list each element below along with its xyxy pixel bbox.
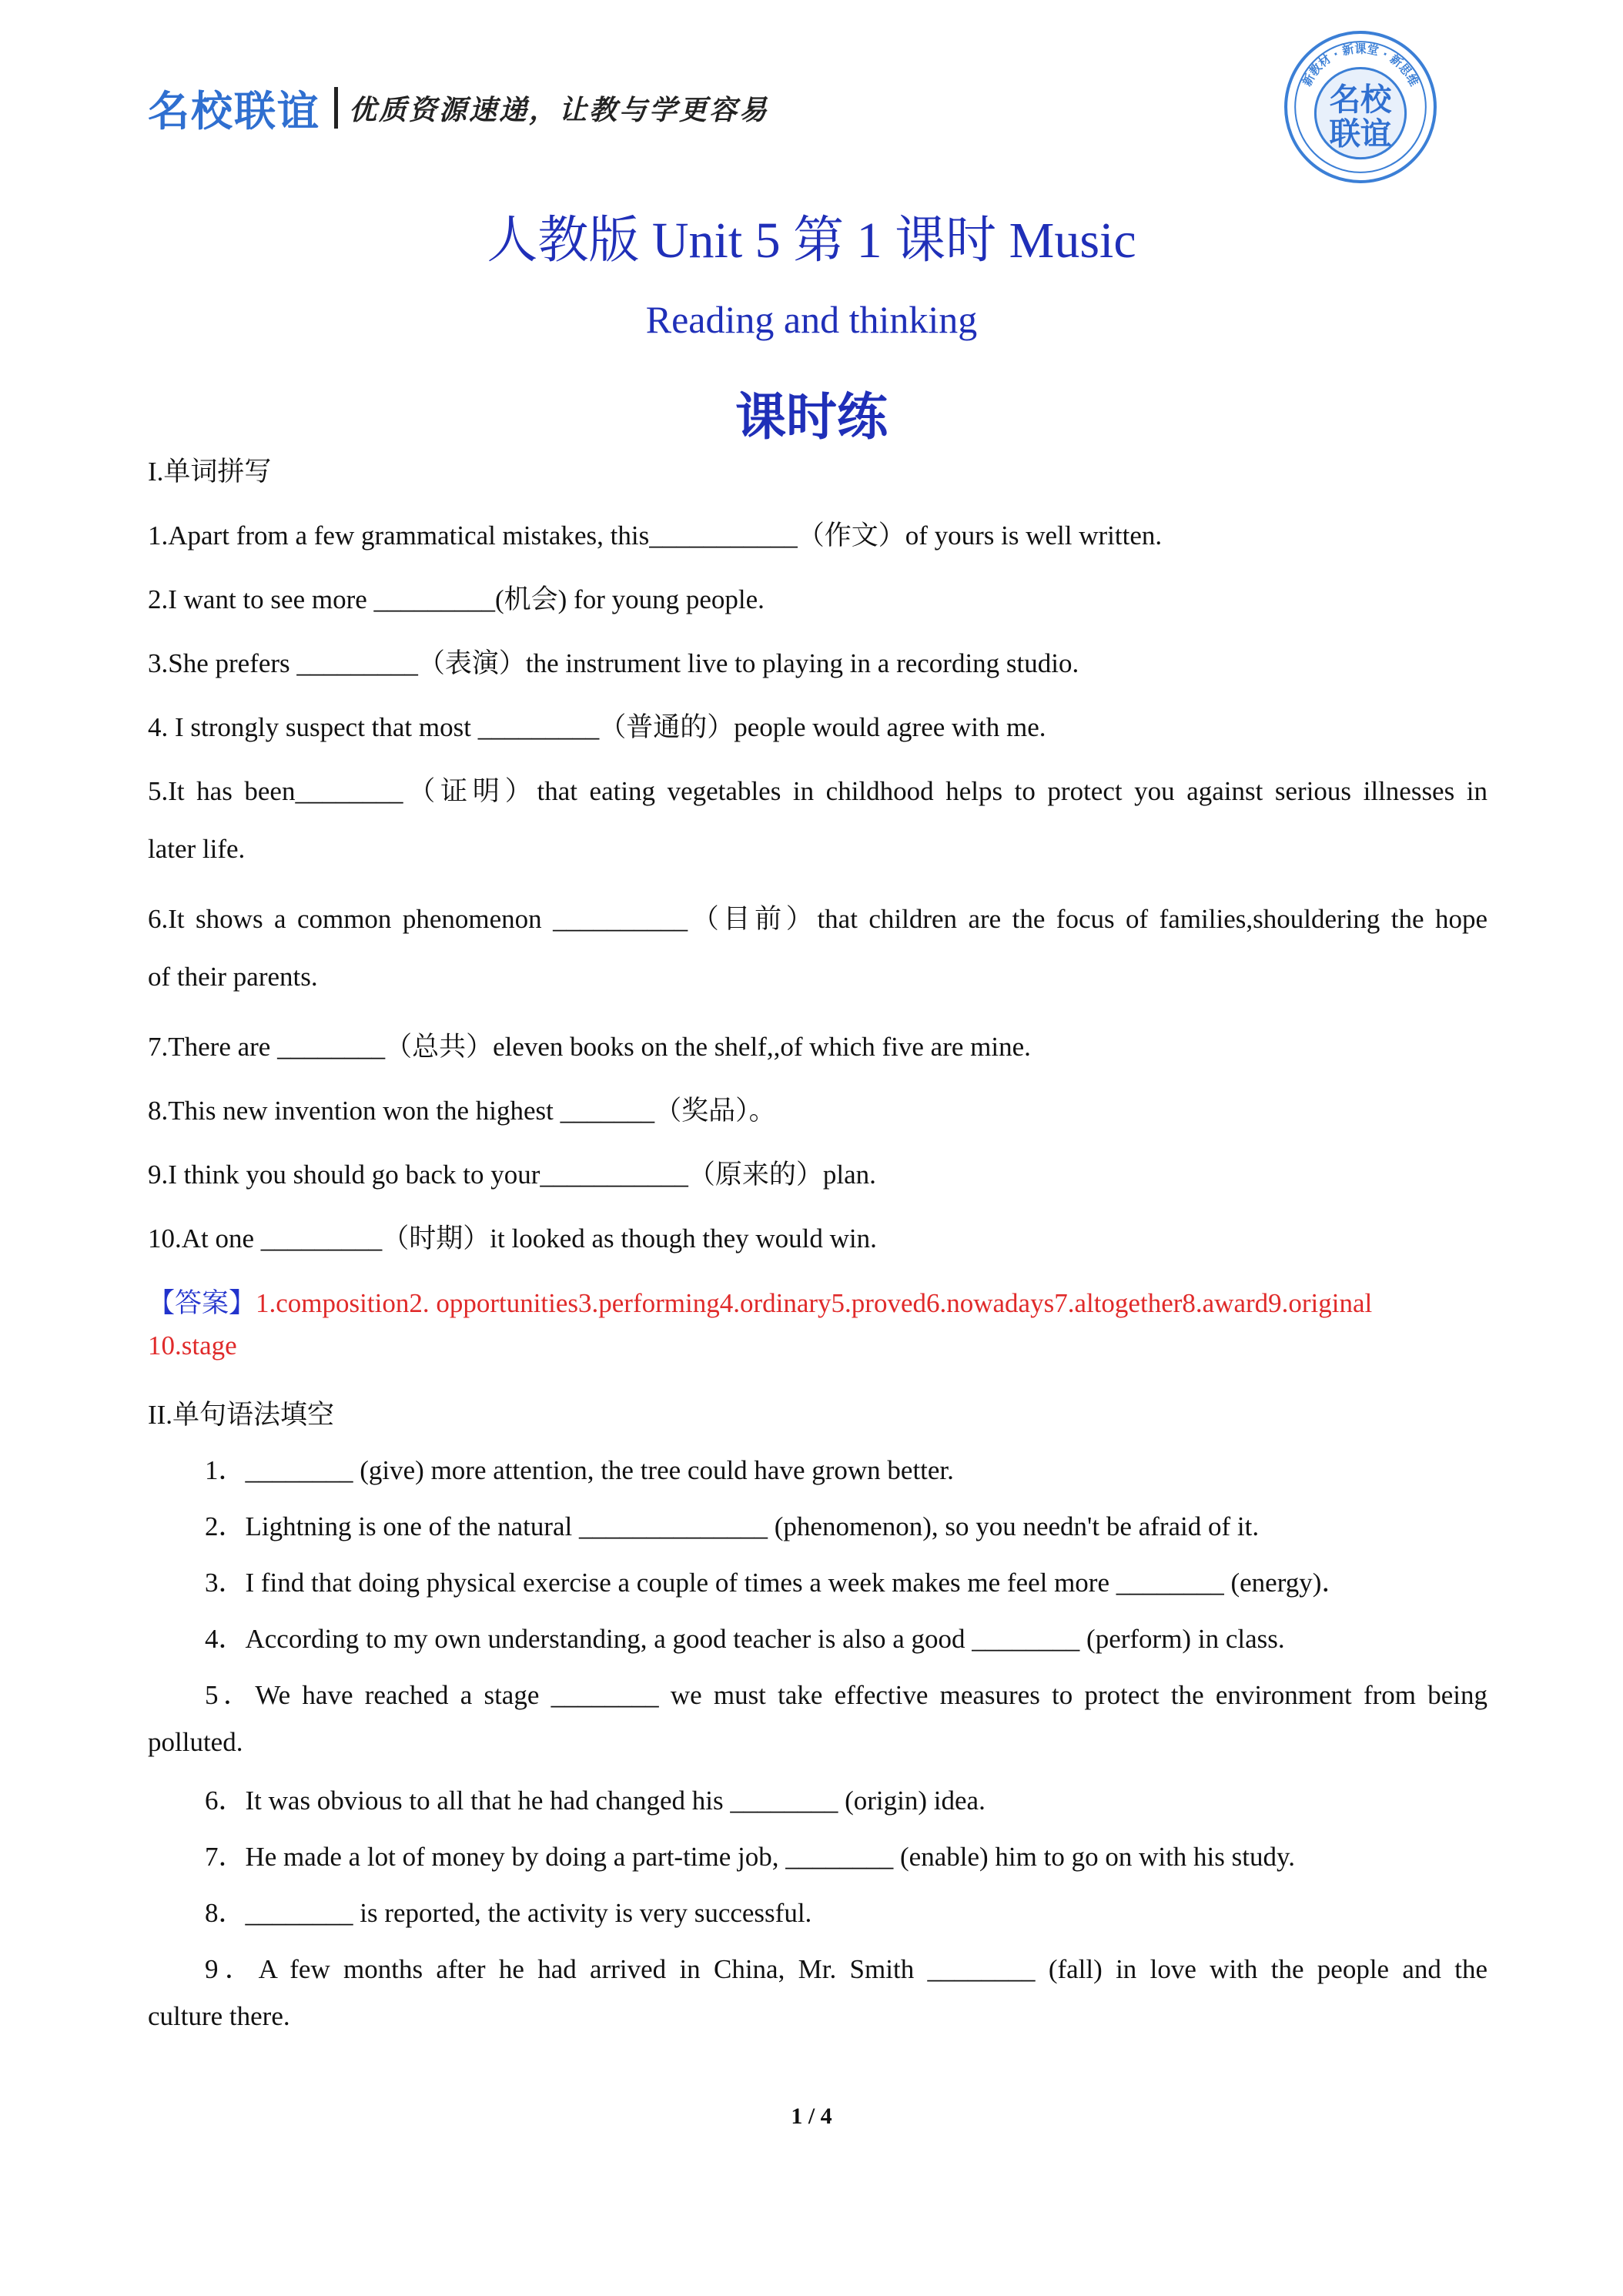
- question-line: 9.I think you should go back to your___________（原来的）plan.: [148, 1160, 876, 1190]
- question-line-continued: of their parents.: [148, 962, 318, 992]
- question-line: 1．________ (give) more attention, the tree could have grown better.: [205, 1455, 954, 1485]
- logo-text-bottom: 联谊: [1329, 115, 1392, 152]
- worksheet-label: 课时练: [735, 387, 888, 447]
- answer-text-continued: 10.stage: [148, 1330, 237, 1361]
- brand-divider: [334, 87, 338, 129]
- question-line: 6．It was obvious to all that he had changed his ________ (origin) idea.: [205, 1786, 986, 1816]
- question-line: 2．Lightning is one of the natural ______________ (phenomenon), so you needn't be afraid of it.: [205, 1511, 1260, 1541]
- question-line: 1.Apart from a few grammatical mistakes, this___________（作文）of yours is well written.: [148, 520, 1163, 551]
- brand-slogan: 优质资源速递，让教与学更容易: [349, 94, 770, 126]
- question-line: 6.It shows a common phenomenon __________（目前）that children are the focus of families,shouldering the hope: [148, 904, 1487, 934]
- question-line-continued: culture there.: [148, 2001, 290, 2031]
- question-line: 3．I find that doing physical exercise a couple of times a week makes me feel more ________ (energy)．: [205, 1568, 1349, 1598]
- question-line: 5.It has been________（证明）that eating vegetables in childhood helps to protect you against serious illnesses in: [148, 776, 1487, 806]
- question-line: 3.She prefers _________（表演）the instrument live to playing in a recording studio.: [148, 648, 1079, 678]
- question-line-continued: polluted.: [148, 1727, 243, 1757]
- header-brand: [148, 77, 769, 139]
- question-line: 5．We have reached a stage ________ we must take effective measures to protect the environment from being: [205, 1680, 1487, 1710]
- question-line: 8．________ is reported, the activity is very successful.: [205, 1898, 812, 1928]
- page-title: 人教版 Unit 5 第 1 课时 Music: [487, 213, 1136, 269]
- question-line: 7．He made a lot of money by doing a part-time job, ________ (enable) him to go on with his study.: [205, 1842, 1295, 1872]
- question-line: 2.I want to see more _________(机会) for young people.: [148, 584, 765, 614]
- page-number: 1 / 4: [791, 2104, 832, 2129]
- page-subtitle: Reading and thinking: [645, 298, 978, 341]
- brand-name: 名校联谊: [148, 86, 320, 136]
- answer-text: 1.composition2. opportunities3.performing4.ordinary5.proved6.nowadays7.altogether8.award9.original: [256, 1288, 1373, 1318]
- question-line: 8.This new invention won the highest _______（奖品）。: [148, 1096, 776, 1126]
- question-line: 7.There are ________（总共）eleven books on the shelf,,of which five are mine.: [148, 1032, 1031, 1062]
- question-line: 4．According to my own understanding, a good teacher is also a good ________ (perform) in class.: [205, 1624, 1285, 1654]
- logo-text-top: 名校: [1329, 81, 1392, 119]
- answer-label: 【答案】: [148, 1288, 256, 1319]
- question-line: 9．A few months after he had arrived in China, Mr. Smith ________ (fall) in love with the people and the: [205, 1954, 1487, 1984]
- section-heading-grammar: II.单句语法填空: [148, 1400, 335, 1430]
- school-seal-logo: [1283, 29, 1438, 185]
- question-line: 4. I strongly suspect that most _________（普通的）people would agree with me.: [148, 712, 1046, 742]
- section-heading-spelling: I.单词拼写: [148, 457, 272, 487]
- answer-key: [148, 1282, 1372, 1320]
- question-line-continued: later life.: [148, 834, 246, 864]
- logo-ring-text: 新教材 · 新课堂 · 新思维: [1300, 42, 1421, 89]
- question-line: 10.At one _________（时期）it looked as though they would win.: [148, 1223, 877, 1253]
